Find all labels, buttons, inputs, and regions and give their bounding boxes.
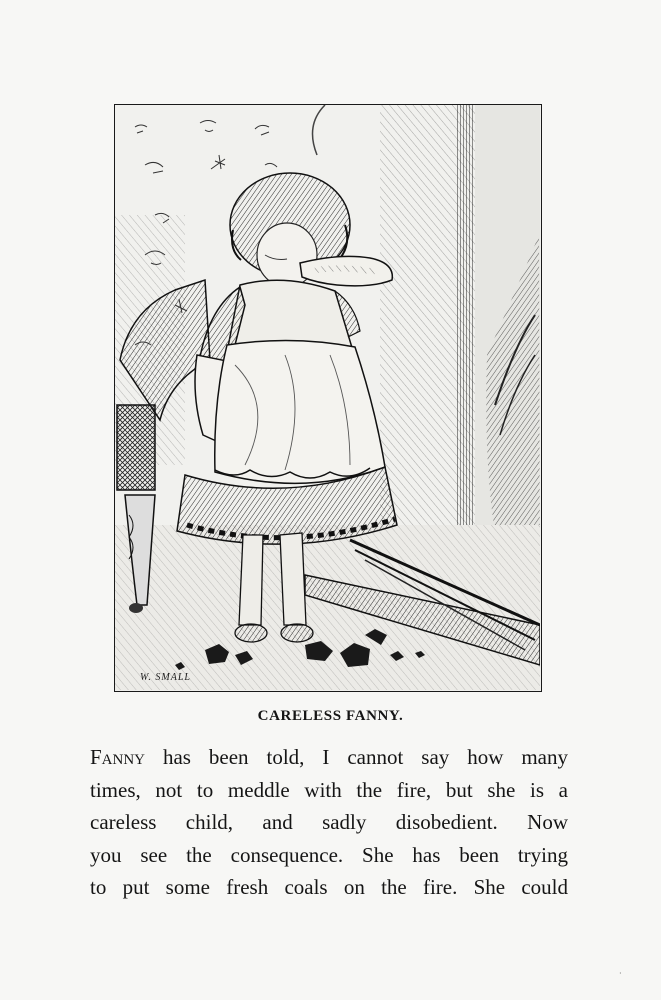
paragraph-line: you see the consequence. She has been trying xyxy=(90,842,568,867)
line-text: has been told, I cannot say how many xyxy=(145,745,568,769)
engraving-illustration xyxy=(114,104,542,692)
illustration-caption: CARELESS FANNY. xyxy=(257,708,404,724)
paper-speck: · xyxy=(619,969,622,978)
illustrator-signature: W. SMALL xyxy=(140,672,191,683)
first-word-small-caps: Fanny xyxy=(90,745,146,769)
paragraph-line: to put some fresh coals on the fire. She could xyxy=(90,875,568,899)
paragraph-line: times, not to meddle with the fire, but she is a xyxy=(90,777,568,802)
engraving-drawing xyxy=(115,105,540,690)
story-paragraph xyxy=(90,741,568,904)
paragraph-line xyxy=(90,741,568,774)
paragraph-line: careless child, and sadly disobedient. Now xyxy=(90,810,568,834)
